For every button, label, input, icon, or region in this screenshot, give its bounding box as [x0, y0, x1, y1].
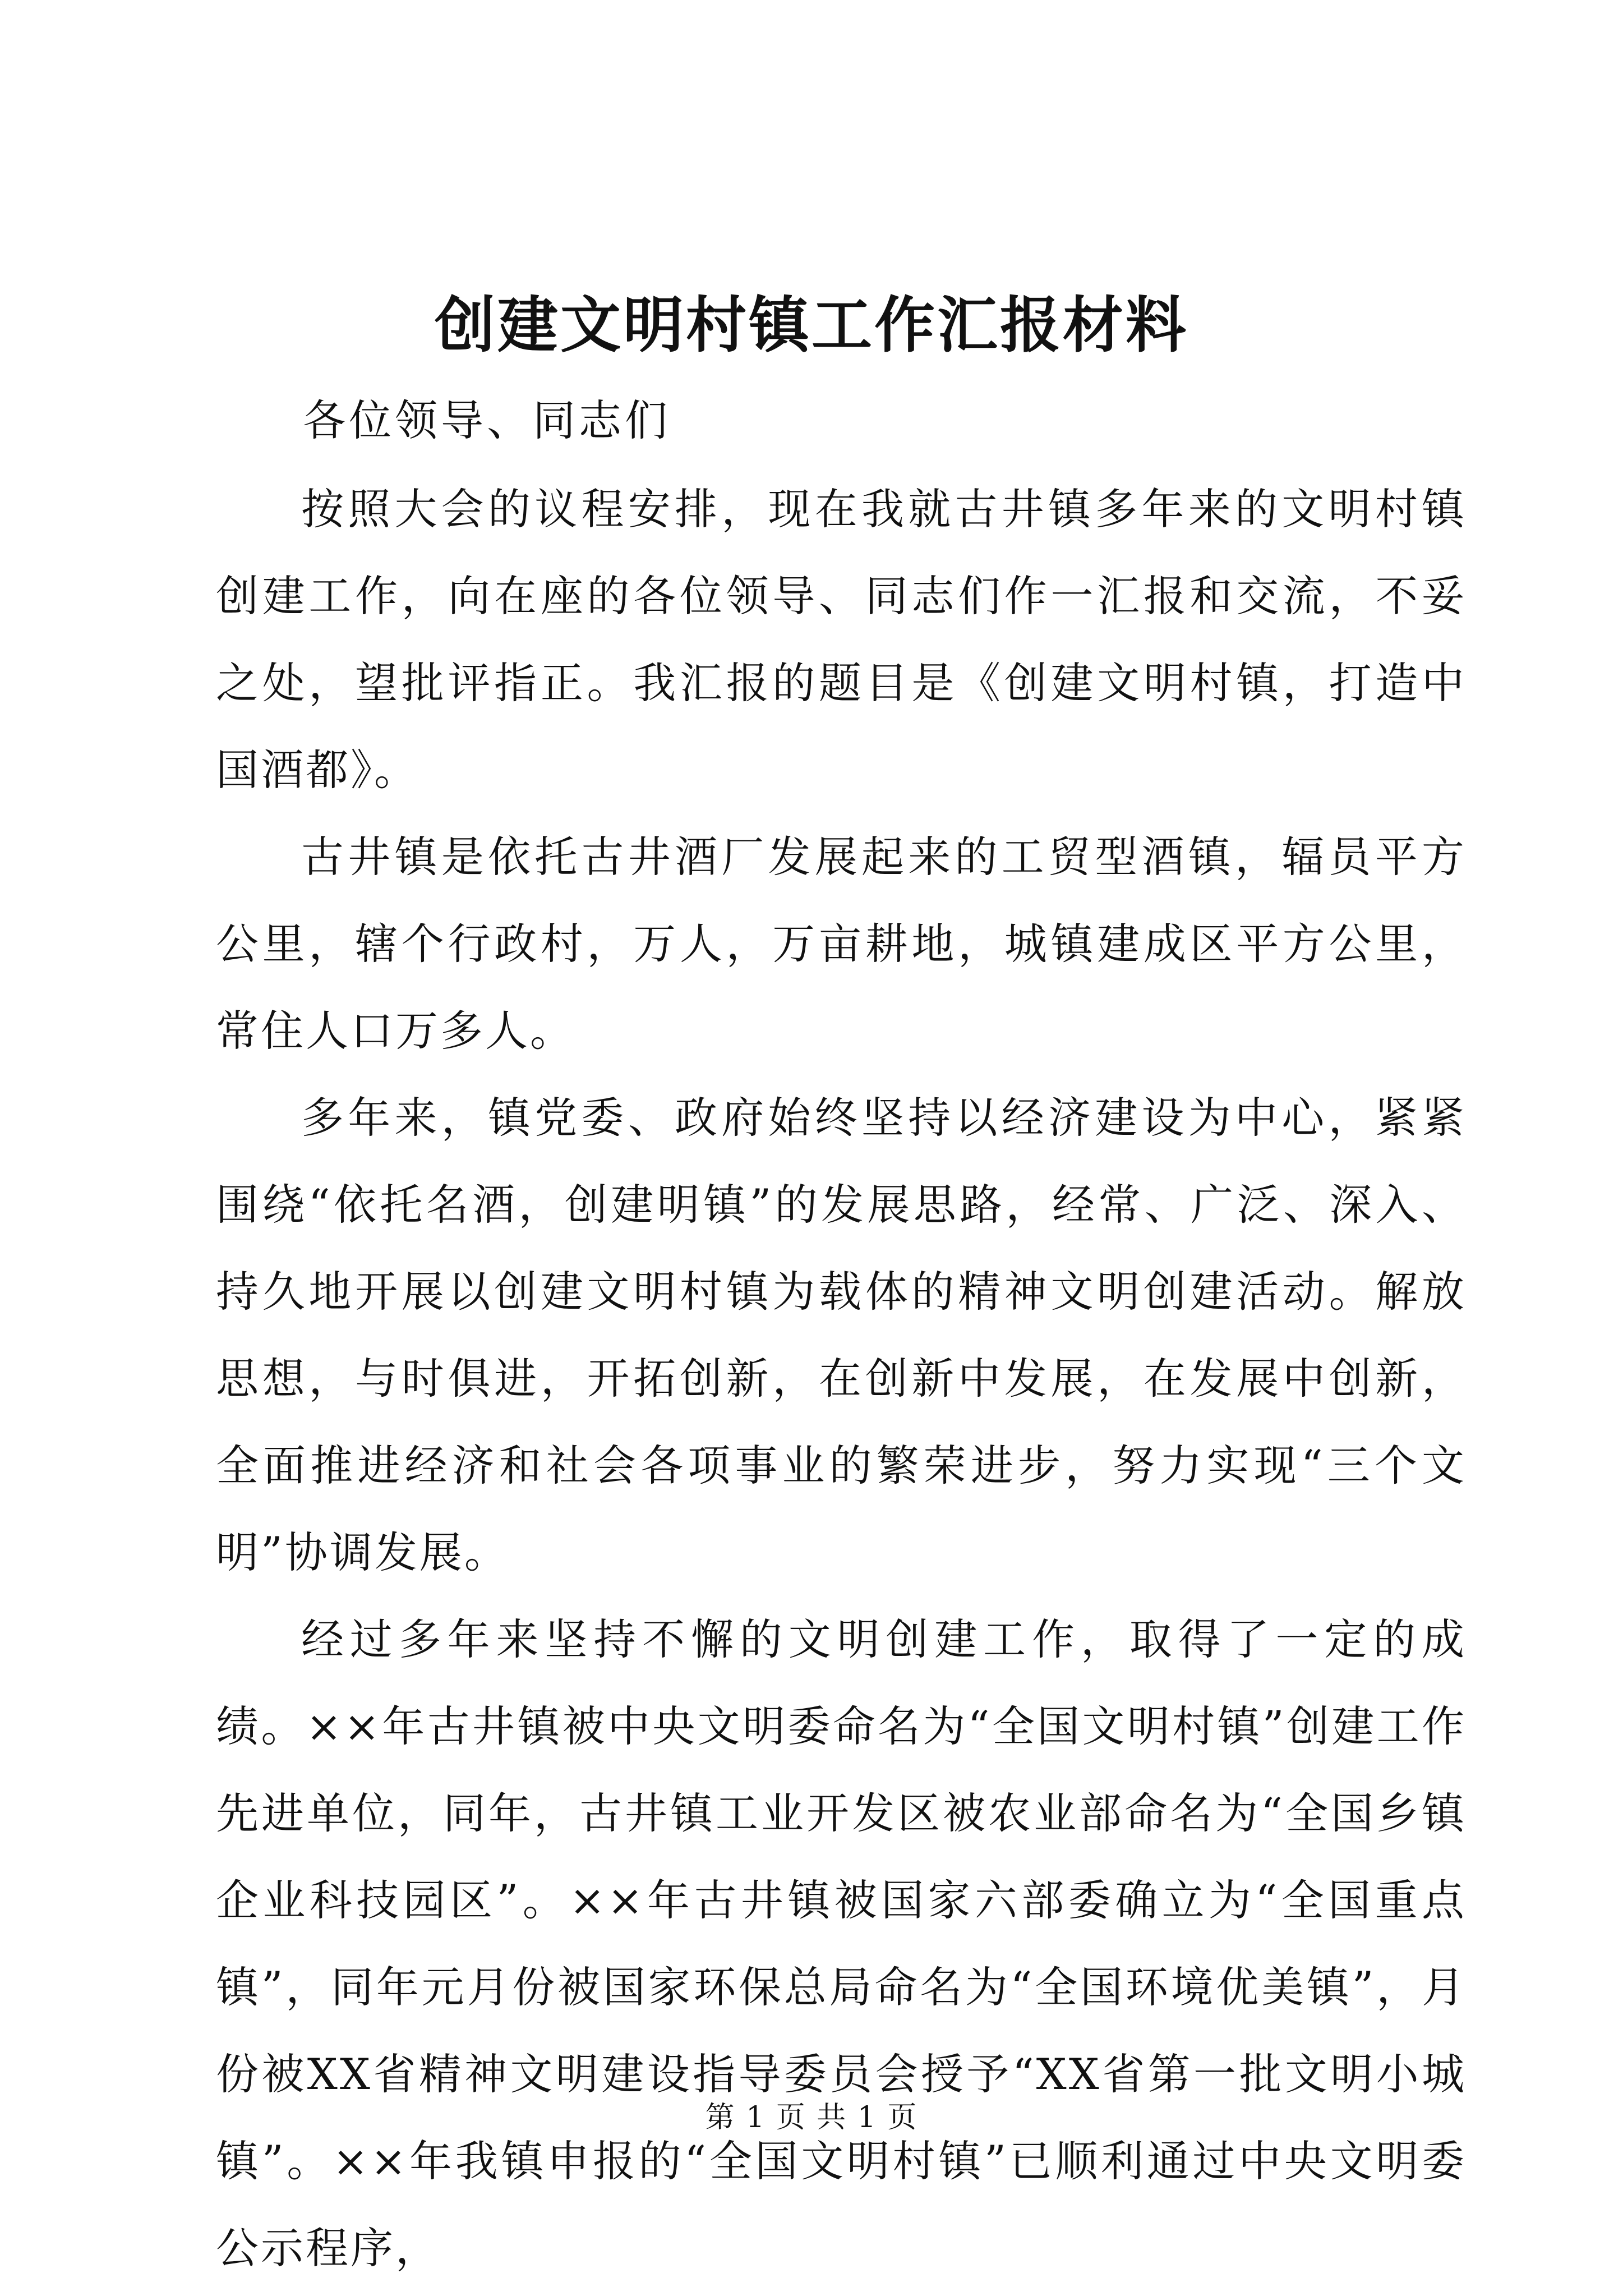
document-title: 创建文明村镇工作汇报材料: [434, 290, 1188, 361]
salutation: 各位领导、同志们: [303, 395, 671, 445]
paragraph-achievements: 经过多年来坚持不懈的文明创建工作，取得了一定的成绩。××年古井镇被中央文明委命名为“全国文明村镇”创建工作先进单位，同年，古井镇工业开发区被农业部命名为“全国乡镇企业科技园区”。××年古井镇被国家六部委确立为“全国重点镇”，同年元月份被国家环保总局命名为“全国环境优美镇”，月份被XX省精神文明建设指导委员会授予“XX省第一批文明小城镇”。××年我镇申报的“全国文明村镇”已顺利通过中央文明委公示程序，: [216, 1614, 1467, 2273]
paragraph-development-strategy: 多年来，镇党委、政府始终坚持以经济建设为中心，紧紧围绕“依托名酒，创建明镇”的发展思路，经常、广泛、深入、持久地开展以创建文明村镇为载体的精神文明创建活动。解放思想，与时俱进，开拓创新，在创新中发展，在发展中创新，全面推进经济和社会各项事业的繁荣进步，努力实现“三个文明”协调发展。: [216, 1093, 1467, 1577]
document-body: [216, 466, 1467, 2292]
page-footer: 第 1 页 共 1 页: [705, 2101, 918, 2134]
paragraph-agenda: 按照大会的议程安排，现在我就古井镇多年来的文明村镇创建工作，向在座的各位领导、同志们作一汇报和交流，不妥之处，望批评指正。我汇报的题目是《创建文明村镇，打造中国酒都》。: [216, 484, 1467, 795]
paragraph-town-overview: 古井镇是依托古井酒厂发展起来的工贸型酒镇，辐员平方公里，辖个行政村，万人，万亩耕地，城镇建成区平方公里，常住人口万多人。: [216, 832, 1467, 1056]
